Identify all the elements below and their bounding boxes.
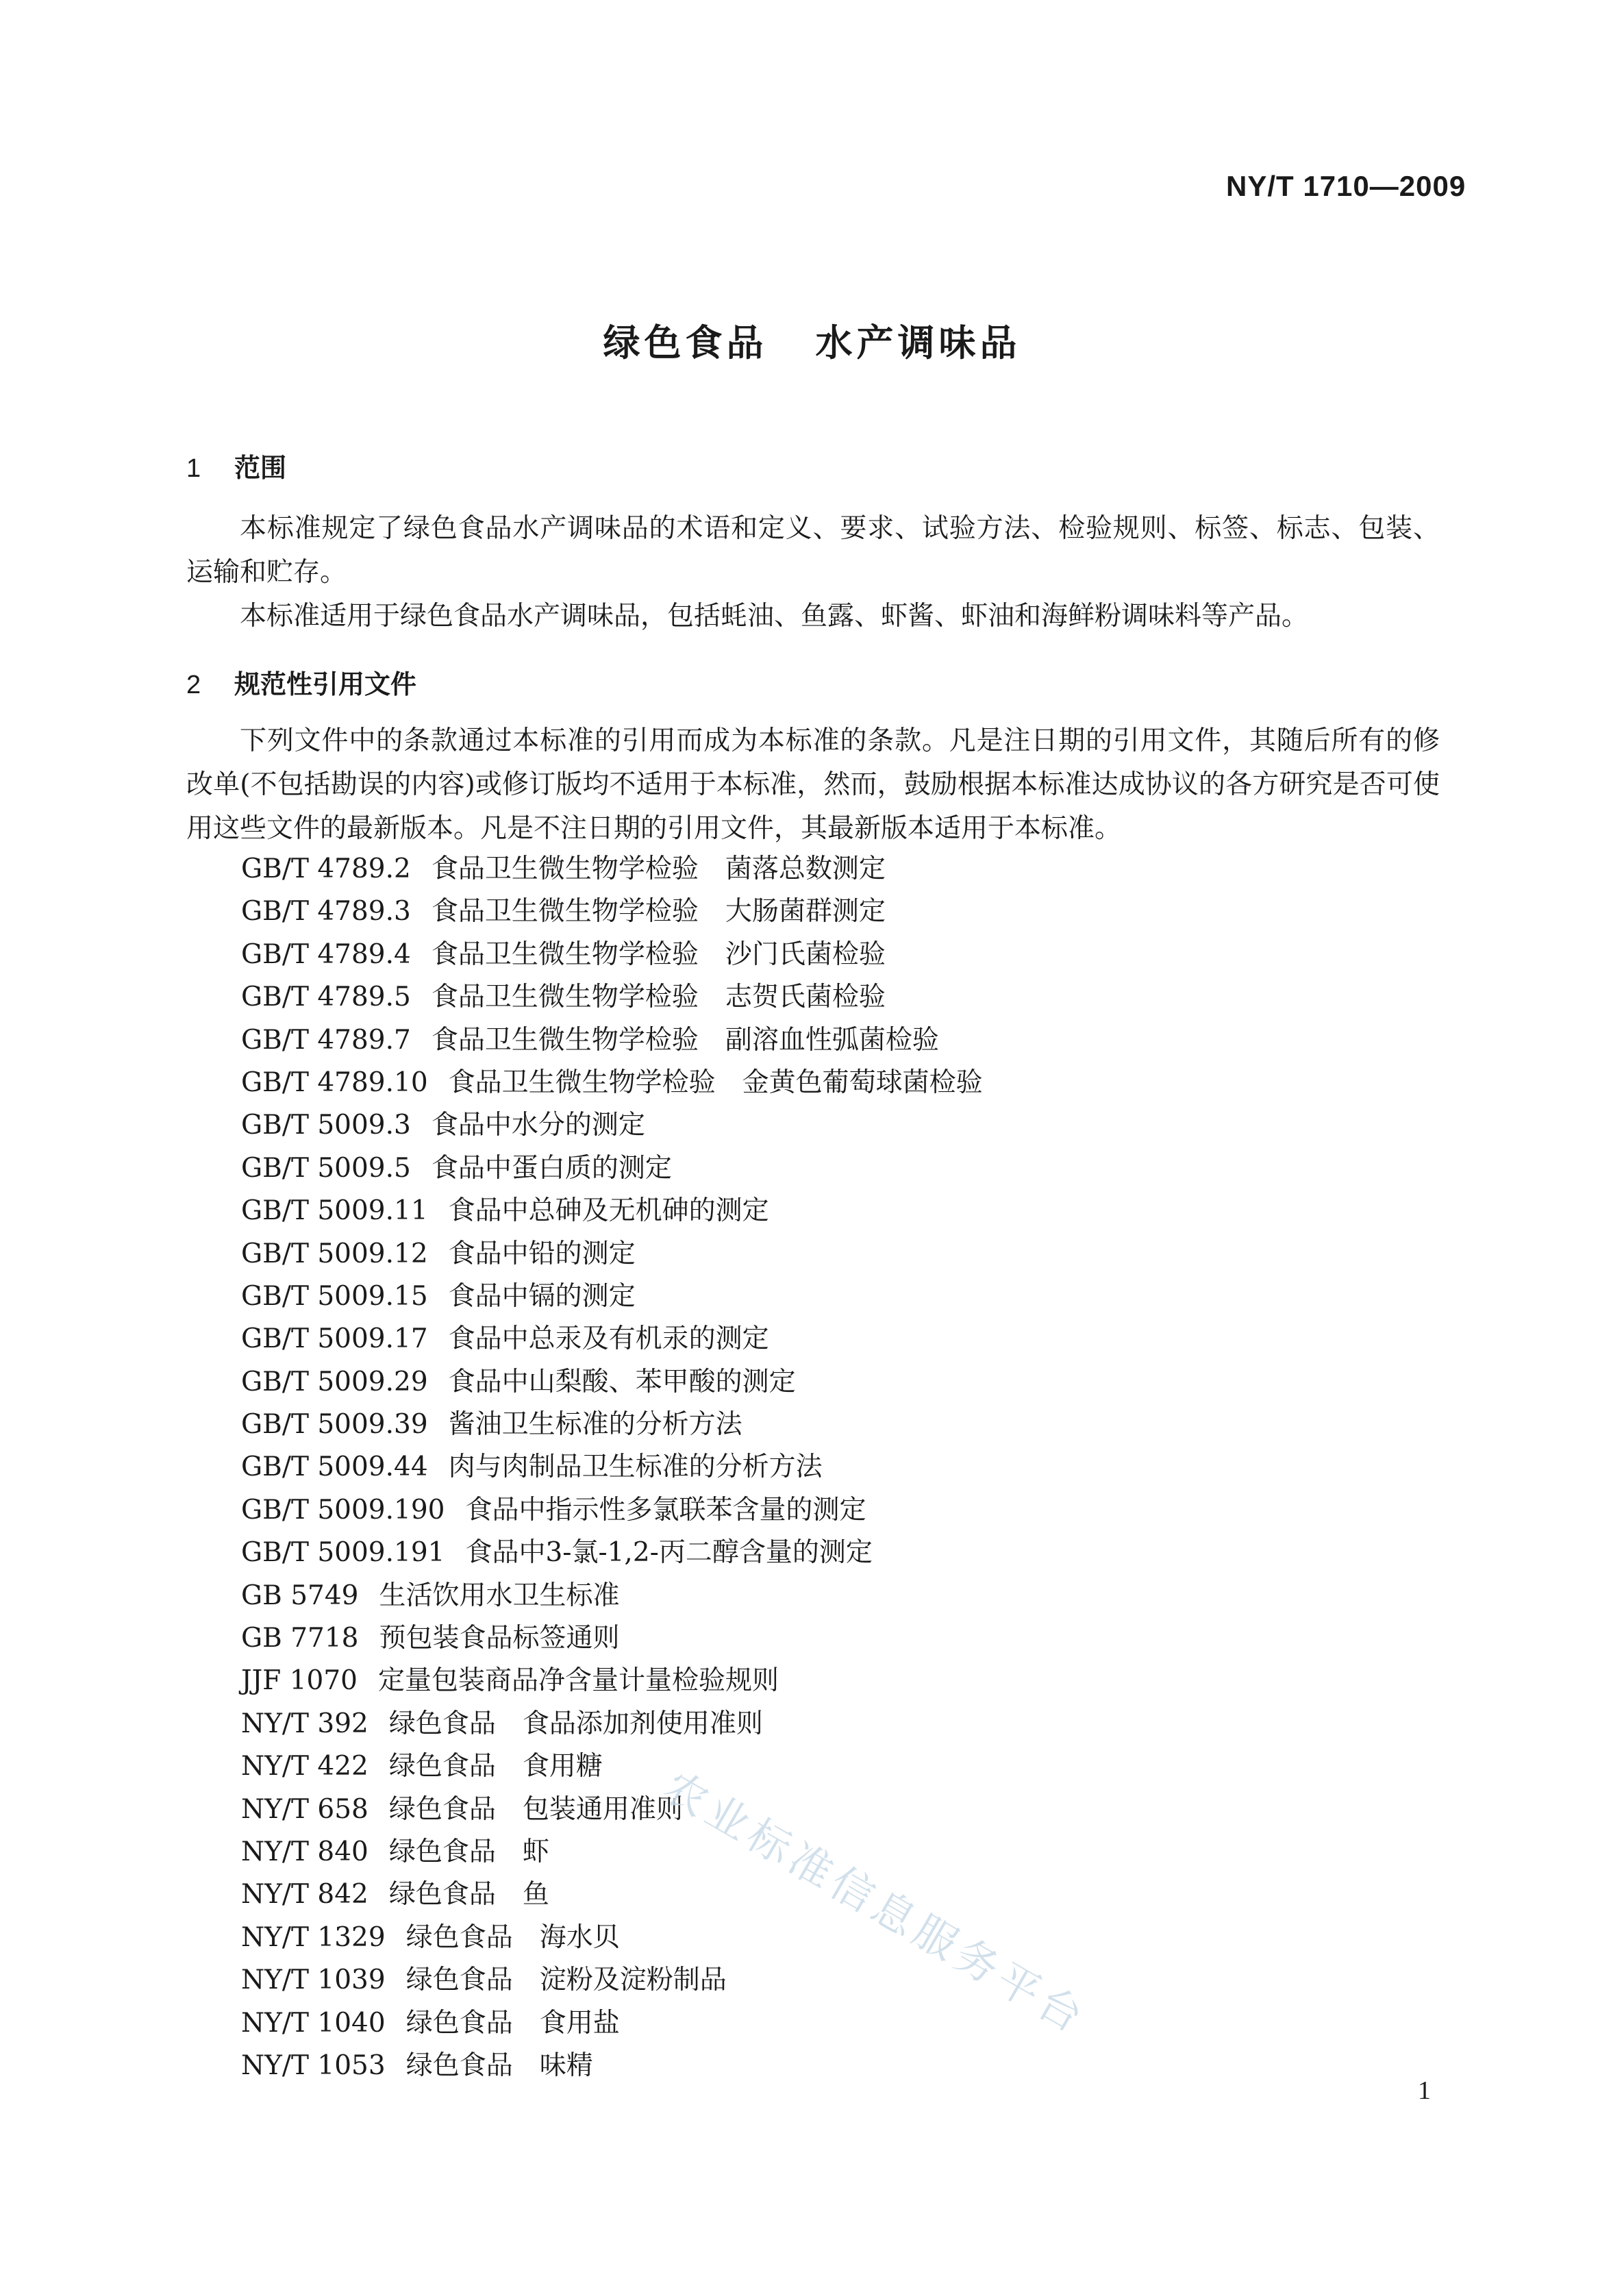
reference-title: 酱油卫生标准的分析方法 <box>448 1409 742 1441</box>
reference-title: 食品中镉的测定 <box>448 1280 636 1312</box>
watermark: 农业标准信息服务平台 <box>655 1761 1096 2045</box>
reference-code: GB/T 4789.10 <box>241 1067 428 1098</box>
reference-item <box>241 2045 983 2087</box>
reference-title: 食品卫生微生物学检验 志贺氏菌检验 <box>431 982 886 1013</box>
title-part-2: 水产调味品 <box>815 321 1021 364</box>
page-number: 1 <box>1418 2076 1431 2105</box>
reference-code: GB/T 5009.17 <box>241 1323 428 1355</box>
reference-code: GB 5749 <box>241 1580 359 1611</box>
reference-item <box>241 1275 983 1318</box>
reference-item <box>241 1489 983 1532</box>
reference-item <box>241 1532 983 1574</box>
section-number: 1 <box>186 454 201 483</box>
reference-title: 绿色食品 包装通用准则 <box>388 1793 683 1825</box>
reference-item <box>241 2002 983 2045</box>
reference-code: GB/T 4789.3 <box>241 896 411 927</box>
reference-title: 定量包装商品净含量计量检验规则 <box>377 1665 779 1697</box>
reference-code: GB 7718 <box>241 1623 359 1654</box>
reference-code: NY/T 392 <box>241 1708 368 1739</box>
reference-title: 食品中蛋白质的测定 <box>431 1152 672 1184</box>
reference-title: 食品中总砷及无机砷的测定 <box>448 1195 769 1227</box>
reference-item <box>241 934 983 976</box>
reference-title: 食品卫生微生物学检验 金黄色葡萄球菌检验 <box>448 1067 983 1098</box>
reference-item <box>241 1575 983 1617</box>
reference-item <box>241 1361 983 1404</box>
reference-title: 绿色食品 食用糖 <box>388 1751 603 1782</box>
reference-item <box>241 1019 983 1062</box>
document-title <box>0 314 1624 366</box>
reference-item <box>241 848 983 891</box>
reference-title: 肉与肉制品卫生标准的分析方法 <box>448 1452 823 1483</box>
section-number: 2 <box>186 671 201 699</box>
reference-code: JJF 1070 <box>241 1665 358 1697</box>
reference-code: GB/T 5009.3 <box>241 1110 411 1141</box>
reference-code: GB/T 4789.2 <box>241 854 411 884</box>
reference-title: 绿色食品 食用盐 <box>405 2007 620 2039</box>
reference-code: NY/T 1329 <box>241 1921 386 1953</box>
reference-code: NY/T 422 <box>241 1751 368 1782</box>
reference-title: 食品卫生微生物学检验 大肠菌群测定 <box>431 896 886 927</box>
reference-title: 食品卫生微生物学检验 副溶血性弧菌检验 <box>431 1024 939 1056</box>
reference-code: GB/T 5009.5 <box>241 1152 411 1184</box>
reference-item <box>241 1617 983 1660</box>
reference-code: GB/T 5009.39 <box>241 1409 428 1441</box>
reference-code: GB/T 5009.12 <box>241 1238 428 1269</box>
reference-item <box>241 1404 983 1446</box>
reference-item <box>241 1062 983 1104</box>
reference-code: NY/T 1053 <box>241 2050 386 2081</box>
standard-number: NY/T 1710—2009 <box>1226 170 1466 202</box>
reference-item <box>241 1789 983 1831</box>
reference-item <box>241 1703 983 1745</box>
reference-title: 绿色食品 海水贝 <box>405 1921 620 1953</box>
reference-item <box>241 891 983 933</box>
scope-paragraph-2: 本标准适用于绿色食品水产调味品，包括蚝油、鱼露、虾酱、虾油和海鲜粉调味料等产品。 <box>240 601 1309 632</box>
reference-code: GB/T 4789.4 <box>241 938 411 970</box>
section-title: 规范性引用文件 <box>234 669 417 699</box>
reference-title: 绿色食品 淀粉及淀粉制品 <box>405 1965 727 1996</box>
reference-title: 食品中3-氯-1,2-丙二醇含量的测定 <box>465 1537 873 1569</box>
reference-item <box>241 1660 983 1702</box>
reference-title: 食品卫生微生物学检验 菌落总数测定 <box>431 854 886 884</box>
reference-code: GB/T 5009.11 <box>241 1195 428 1227</box>
reference-title: 绿色食品 食品添加剂使用准则 <box>388 1708 763 1739</box>
reference-code: NY/T 1040 <box>241 2007 386 2039</box>
reference-code: GB/T 5009.15 <box>241 1280 428 1312</box>
references-intro-paragraph: 下列文件中的条款通过本标准的引用而成为本标准的条款。凡是注日期的引用文件，其随后所有的修改单(不包括勘误的内容)或修订版均不适用于本标准，然而，鼓励根据本标准达成协议的各方研究是否可使用这些文件的最新版本。凡是不注日期的引用文件，其最新版本适用于本标准。 <box>186 725 1440 844</box>
title-part-1: 绿色食品 <box>603 321 768 364</box>
reference-title: 绿色食品 鱼 <box>388 1879 549 1910</box>
reference-title: 绿色食品 味精 <box>405 2050 593 2081</box>
reference-code: NY/T 840 <box>241 1836 368 1867</box>
reference-item <box>241 976 983 1019</box>
reference-code: NY/T 842 <box>241 1879 368 1910</box>
reference-title: 食品中指示性多氯联苯含量的测定 <box>465 1494 866 1525</box>
section-title: 范围 <box>234 453 287 483</box>
reference-code: GB/T 5009.190 <box>241 1494 445 1525</box>
reference-item <box>241 1745 983 1788</box>
reference-code: GB/T 5009.191 <box>241 1537 445 1569</box>
reference-title: 食品中总汞及有机汞的测定 <box>448 1323 769 1355</box>
reference-title: 预包装食品标签通则 <box>379 1623 620 1654</box>
reference-item <box>241 1233 983 1275</box>
reference-code: GB/T 5009.29 <box>241 1366 428 1397</box>
section-heading-scope <box>186 447 286 484</box>
reference-code: NY/T 658 <box>241 1793 368 1825</box>
reference-item <box>241 1147 983 1190</box>
reference-title: 食品中铅的测定 <box>448 1238 636 1269</box>
reference-title: 生活饮用水卫生标准 <box>379 1580 620 1611</box>
reference-item <box>241 1959 983 2002</box>
reference-code: GB/T 4789.5 <box>241 982 411 1013</box>
reference-title: 食品中水分的测定 <box>431 1110 645 1141</box>
reference-title: 食品中山梨酸、苯甲酸的测定 <box>448 1366 796 1397</box>
reference-code: GB/T 4789.7 <box>241 1024 411 1056</box>
reference-title: 食品卫生微生物学检验 沙门氏菌检验 <box>431 938 886 970</box>
reference-code: GB/T 5009.44 <box>241 1452 428 1483</box>
reference-title: 绿色食品 虾 <box>388 1836 549 1867</box>
section-heading-normative-references <box>186 663 416 701</box>
reference-item <box>241 1104 983 1147</box>
reference-code: NY/T 1039 <box>241 1965 386 1996</box>
reference-item <box>241 1318 983 1360</box>
reference-item <box>241 1190 983 1232</box>
scope-paragraph-1: 本标准规定了绿色食品水产调味品的术语和定义、要求、试验方法、检验规则、标签、标志、包装、运输和贮存。 <box>186 513 1440 588</box>
reference-item <box>241 1446 983 1489</box>
